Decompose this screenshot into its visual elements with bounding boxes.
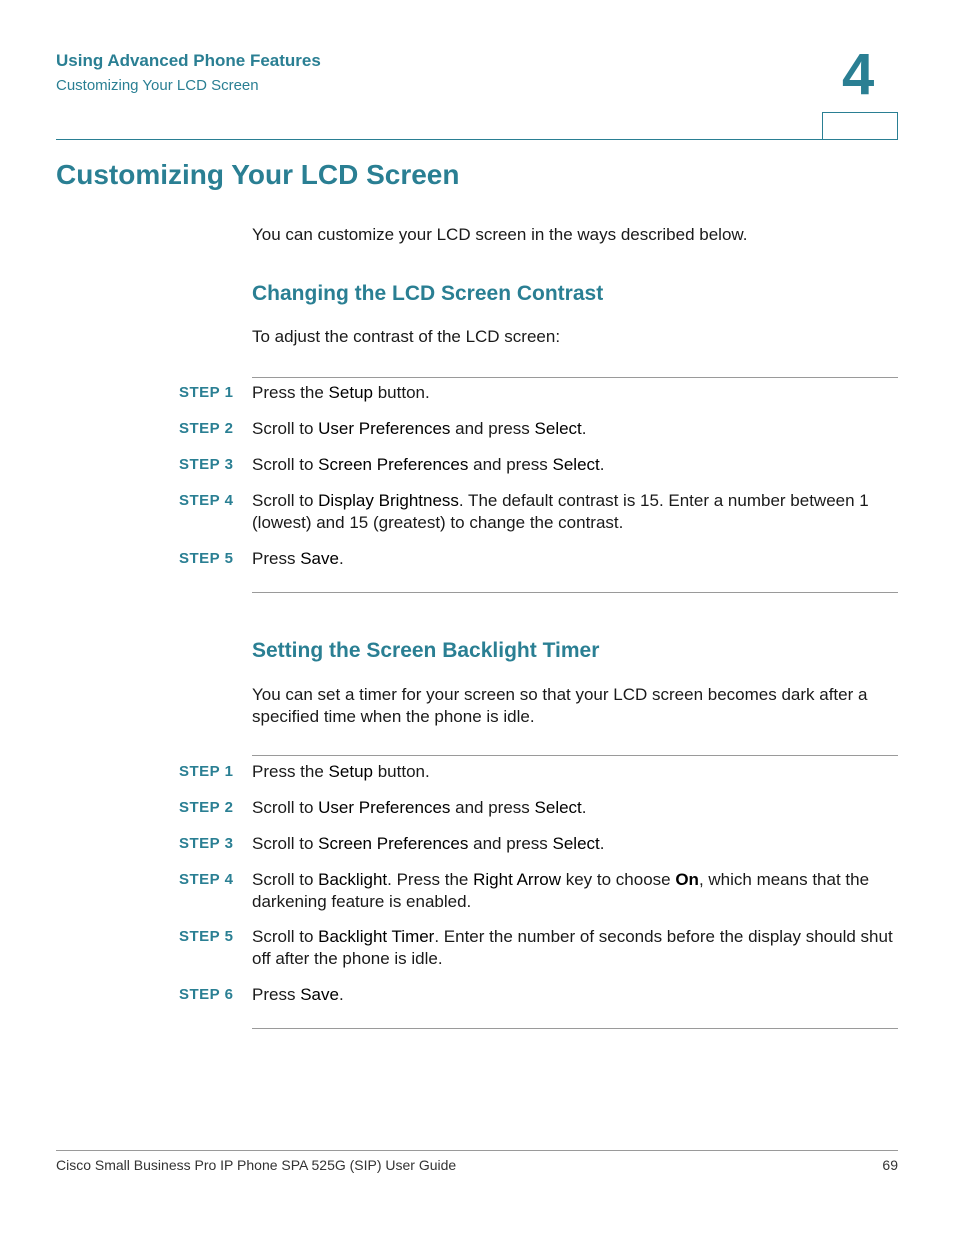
- step-text: Press Save.: [252, 549, 344, 568]
- step-label: STEP 1: [179, 763, 234, 780]
- step-text: Press the Setup button.: [252, 383, 430, 402]
- chapter-number: 4: [842, 42, 875, 107]
- step-label: STEP 3: [179, 835, 234, 852]
- step-text: Press Save.: [252, 985, 344, 1004]
- divider: [252, 1028, 898, 1029]
- step-label: STEP 1: [179, 384, 234, 401]
- divider: [252, 755, 898, 756]
- intro-text: You can customize your LCD screen in the ways described below.: [252, 225, 748, 244]
- step-text: Scroll to Screen Preferences and press Select.: [252, 455, 605, 474]
- chapter-title: Using Advanced Phone Features: [56, 51, 321, 70]
- page-number: 69: [882, 1157, 898, 1173]
- section-title-contrast: Changing the LCD Screen Contrast: [252, 282, 604, 305]
- step-label: STEP 5: [179, 928, 234, 945]
- step-text: Scroll to User Preferences and press Select.: [252, 798, 587, 817]
- section-subtitle: Customizing Your LCD Screen: [56, 77, 259, 94]
- step-label: STEP 2: [179, 799, 234, 816]
- footer-doc-title: Cisco Small Business Pro IP Phone SPA 525G (SIP) User Guide: [56, 1157, 457, 1173]
- contrast-intro: To adjust the contrast of the LCD screen:: [252, 327, 561, 346]
- chapter-tab-box: [822, 112, 898, 139]
- section-title-backlight: Setting the Screen Backlight Timer: [252, 639, 600, 662]
- step-label: STEP 5: [179, 550, 234, 567]
- backlight-intro: You can set a timer for your screen so that your LCD screen becomes dark after a specified time when the phone is idle.: [252, 685, 868, 726]
- step-text: Scroll to Backlight Timer. Enter the number of seconds before the display should shut off after the phone is idle.: [252, 927, 893, 968]
- header-rule: [56, 139, 898, 140]
- step-text: Press the Setup button.: [252, 762, 430, 781]
- step-label: STEP 2: [179, 420, 234, 437]
- divider: [252, 592, 898, 593]
- step-label: STEP 4: [179, 492, 234, 509]
- step-label: STEP 3: [179, 456, 234, 473]
- step-label: STEP 6: [179, 986, 234, 1003]
- divider: [252, 377, 898, 378]
- page-title: Customizing Your LCD Screen: [56, 159, 460, 190]
- step-text: Scroll to Screen Preferences and press Select.: [252, 834, 605, 853]
- step-text: Scroll to User Preferences and press Select.: [252, 419, 587, 438]
- step-label: STEP 4: [179, 871, 234, 888]
- step-text: Scroll to Display Brightness. The default contrast is 15. Enter a number between 1 (lowest) and 15 (greatest) to change the contrast.: [252, 491, 869, 532]
- footer-rule: [56, 1150, 898, 1151]
- step-text: Scroll to Backlight. Press the Right Arrow key to choose On, which means that the darkening feature is enabled.: [252, 870, 870, 911]
